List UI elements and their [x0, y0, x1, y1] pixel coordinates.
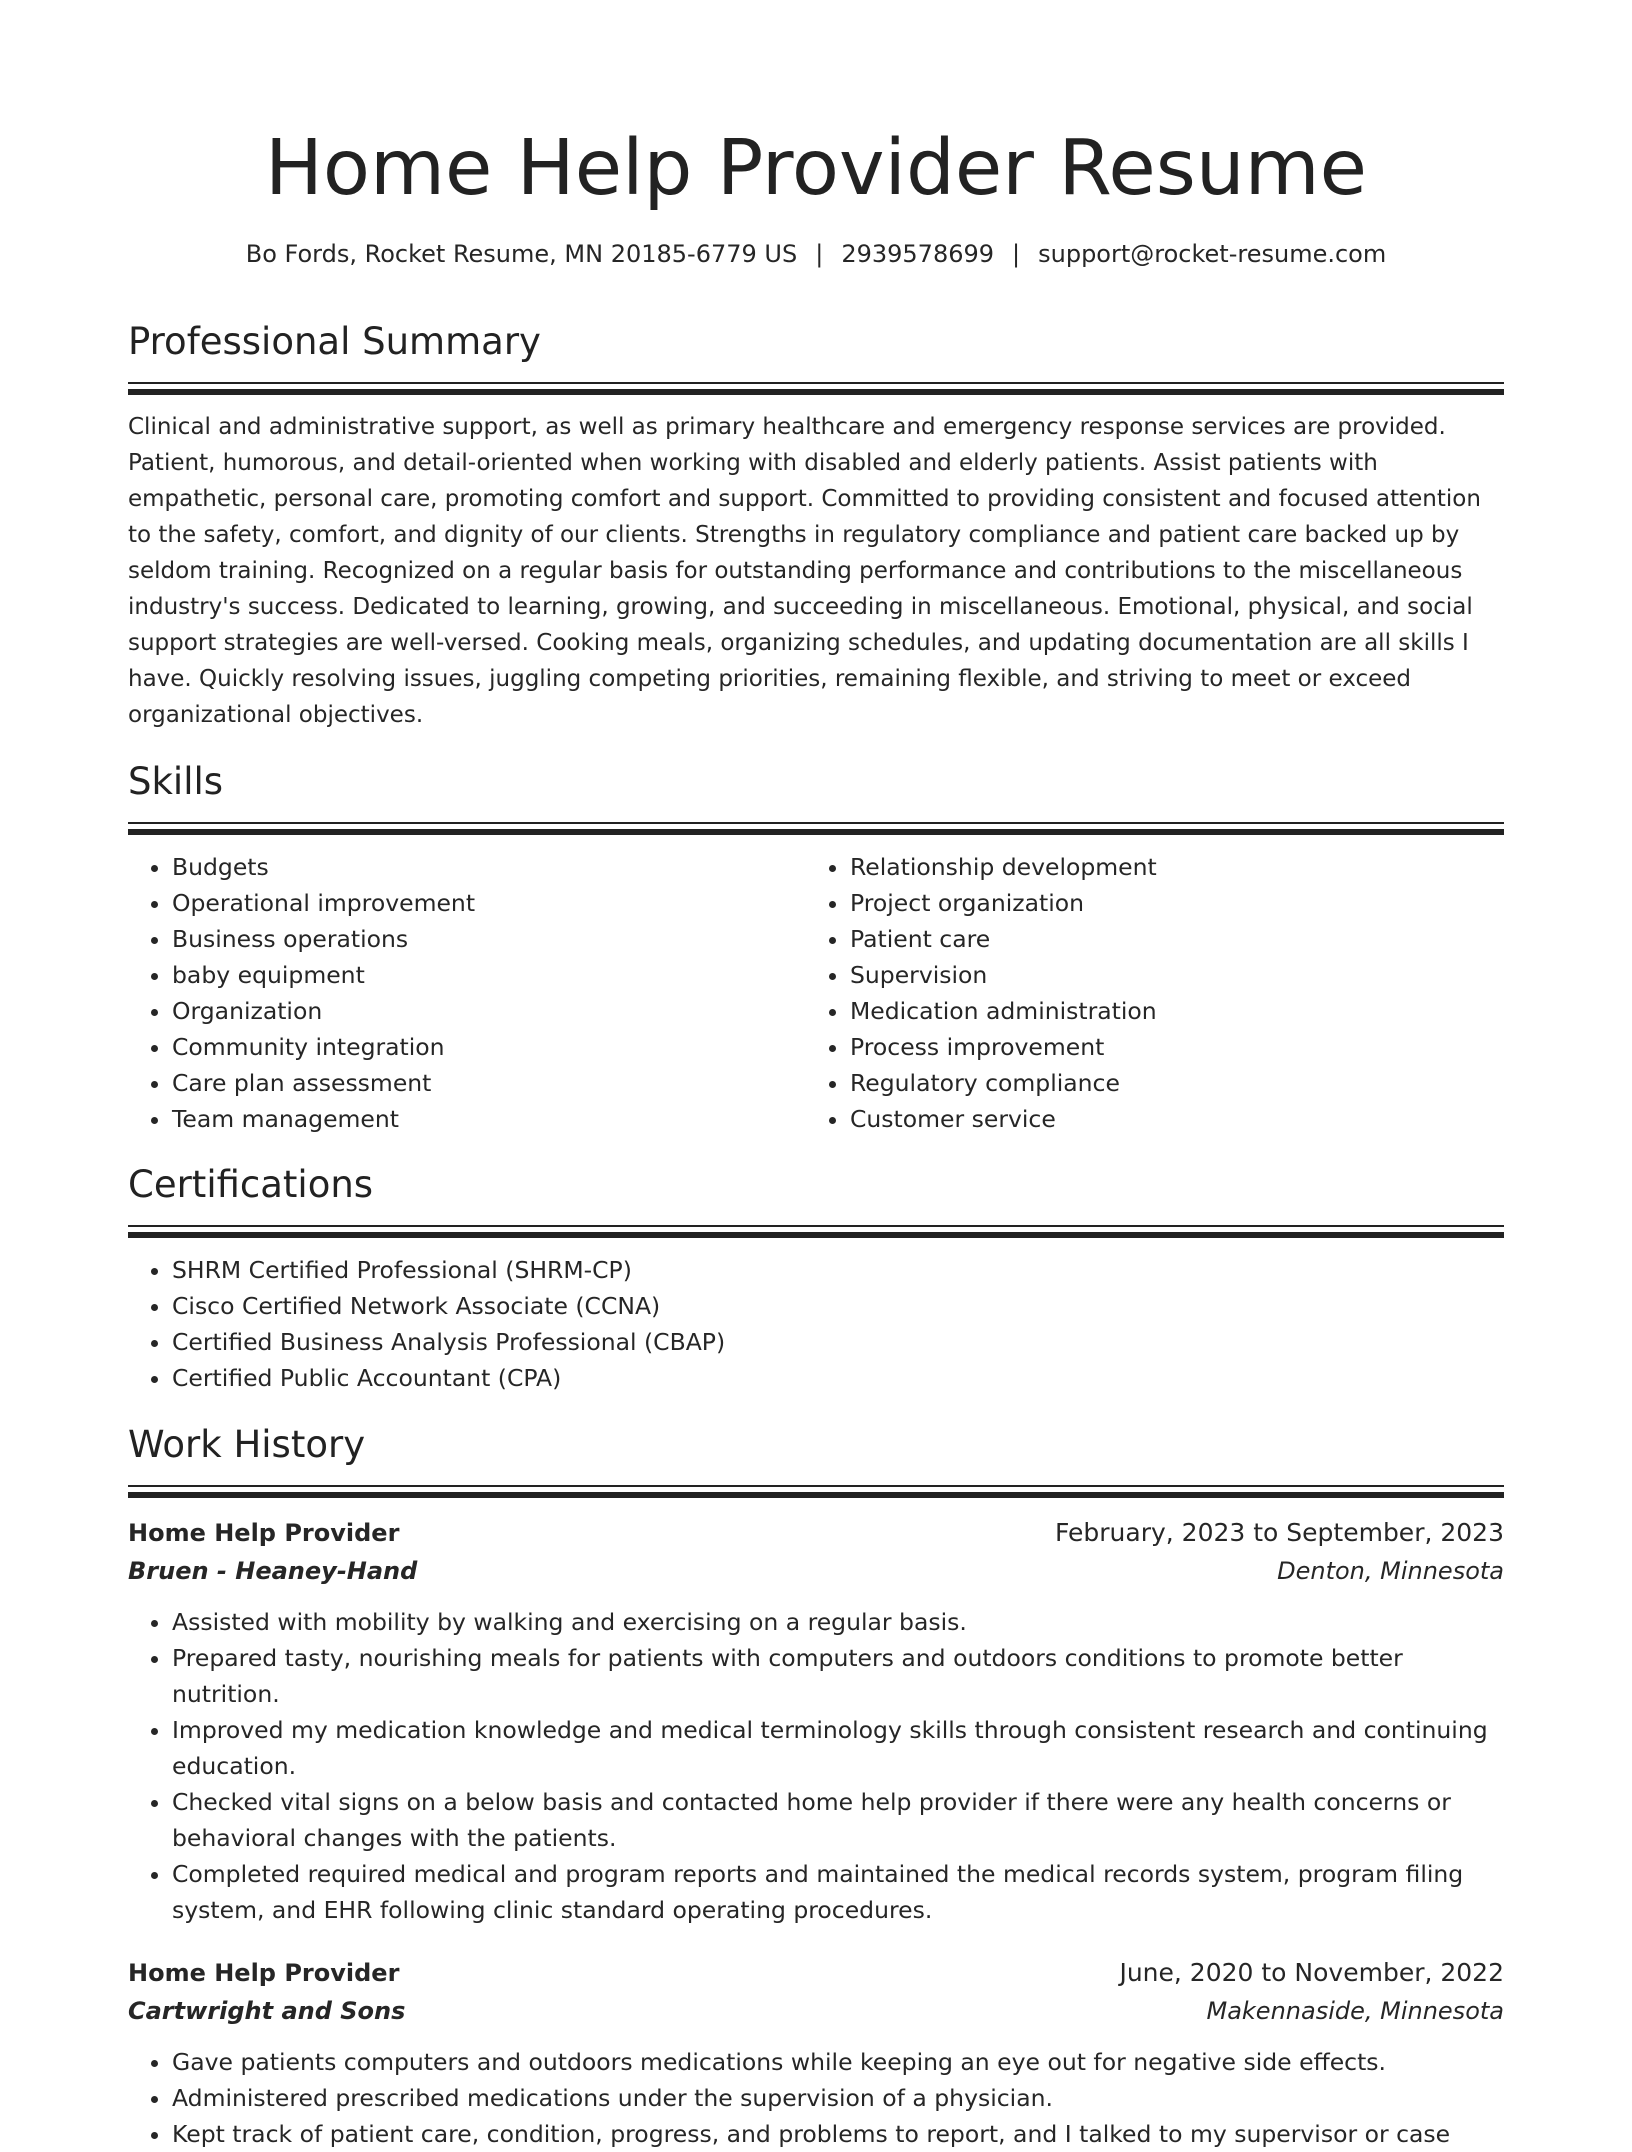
job-duties-list — [128, 1604, 1504, 1928]
certifications-list — [128, 1252, 1504, 1396]
section-divider — [128, 1492, 1504, 1498]
job-dates: February, 2023 to September, 2023 — [1055, 1518, 1504, 1547]
section-divider — [128, 389, 1504, 395]
job-dates: June, 2020 to November, 2022 — [1119, 1958, 1504, 1987]
page-title: Home Help Provider Resume — [264, 124, 1368, 213]
section-title-work-history: Work History — [128, 1423, 366, 1466]
job-duties-list — [128, 2044, 1504, 2152]
job-entry — [128, 1954, 1504, 2152]
skill-item: • Community integration — [172, 1029, 806, 1065]
section-title-certifications: Certifications — [128, 1163, 374, 1206]
skill-item: • Organization — [172, 993, 806, 1029]
job-company: Bruen - Heaney-Hand — [128, 1557, 418, 1585]
job-title: Home Help Provider — [128, 1519, 400, 1547]
certification-item: • Certified Public Accountant (CPA) — [172, 1360, 1504, 1396]
job-duty: • Administered prescribed medications under the supervision of a physician. — [172, 2080, 1504, 2116]
job-subheader — [128, 1552, 1504, 1590]
job-subheader — [128, 1992, 1504, 2030]
job-location: Makennaside, Minnesota — [1206, 1997, 1504, 2025]
section-divider — [128, 1225, 1504, 1227]
skill-item: • baby equipment — [172, 957, 806, 993]
resume-content — [128, 0, 1504, 2148]
skills-columns — [128, 849, 1504, 1137]
job-company: Cartwright and Sons — [128, 1997, 406, 2025]
section-divider — [128, 1485, 1504, 1487]
skill-item: • Supervision — [850, 957, 1484, 993]
contact-line — [128, 238, 1504, 270]
job-title: Home Help Provider — [128, 1959, 400, 1987]
job-location: Denton, Minnesota — [1277, 1557, 1504, 1585]
section-divider — [128, 382, 1504, 384]
job-duty: • Prepared tasty, nourishing meals for patients with computers and outdoors conditions to promote better nutrition. — [172, 1640, 1504, 1712]
skill-item: • Business operations — [172, 921, 806, 957]
skill-item: • Process improvement — [850, 1029, 1484, 1065]
certification-item: • Certified Business Analysis Professional (CBAP) — [172, 1324, 1504, 1360]
certification-item: • SHRM Certified Professional (SHRM-CP) — [172, 1252, 1504, 1288]
certification-item: • Cisco Certified Network Associate (CCNA) — [172, 1288, 1504, 1324]
skill-item: • Operational improvement — [172, 885, 806, 921]
skills-list-left — [128, 849, 806, 1137]
skill-item: • Medication administration — [850, 993, 1484, 1029]
job-duty: • Assisted with mobility by walking and exercising on a regular basis. — [172, 1604, 1504, 1640]
skill-item: • Care plan assessment — [172, 1065, 806, 1101]
job-entry — [128, 1514, 1504, 1928]
skill-item: • Team management — [172, 1101, 806, 1137]
contact-address: Bo Fords, Rocket Resume, MN 20185-6779 US — [245, 240, 798, 268]
job-duty: • Improved my medication knowledge and medical terminology skills through consistent research and continuing education. — [172, 1712, 1504, 1784]
section-title-skills: Skills — [128, 760, 224, 803]
job-header — [128, 1514, 1504, 1552]
section-title-summary: Professional Summary — [128, 320, 541, 363]
section-divider — [128, 822, 1504, 824]
skill-item: • Relationship development — [850, 849, 1484, 885]
certifications-section — [128, 1163, 1504, 1396]
work-history-section — [128, 1423, 1504, 2152]
skill-item: • Project organization — [850, 885, 1484, 921]
skills-list-right — [806, 849, 1484, 1137]
skill-item: • Budgets — [172, 849, 806, 885]
skill-item: • Patient care — [850, 921, 1484, 957]
contact-email: support@rocket-resume.com — [1038, 240, 1387, 268]
summary-text: Clinical and administrative support, as well as primary healthcare and emergency response services are provided. Patient, humorous, and detail-oriented when working with disabled and elderly patients. Assist patients with empathetic, personal care, promoting comfort and support. Committed to providing consistent and focused attention to the safety, comfort, and dignity of our clients. Strengths in regulatory compliance and patient care backed up by seldom training. Recognized on a regular basis for outstanding performance and contributions to the miscellaneous industry's success. Dedicated to learning, growing, and succeeding in miscellaneous. Emotional, physical, and social support strategies are well-versed. Cooking meals, organizing schedules, and updating documentation are all skills I have. Quickly resolving issues, juggling competing priorities, remaining flexible, and striving to meet or exceed organizational objectives. — [128, 414, 1481, 728]
job-header — [128, 1954, 1504, 1992]
contact-phone: 2939578699 — [841, 240, 995, 268]
job-duty: • Kept track of patient care, condition, progress, and problems to report, and I talked to my supervisor or case — [172, 2116, 1504, 2152]
job-duty: • Gave patients computers and outdoors medications while keeping an eye out for negative side effects. — [172, 2044, 1504, 2080]
skills-section — [128, 760, 1504, 1137]
summary-section — [128, 320, 1504, 733]
contact-separator: | — [815, 240, 824, 268]
job-duty: • Completed required medical and program reports and maintained the medical records system, program filing system, and EHR following clinic standard operating procedures. — [172, 1856, 1504, 1928]
contact-separator: | — [1012, 240, 1021, 268]
section-divider — [128, 829, 1504, 835]
section-divider — [128, 1232, 1504, 1238]
skill-item: • Customer service — [850, 1101, 1484, 1137]
skill-item: • Regulatory compliance — [850, 1065, 1484, 1101]
job-duty: • Checked vital signs on a below basis and contacted home help provider if there were any health concerns or behavioral changes with the patients. — [172, 1784, 1504, 1856]
